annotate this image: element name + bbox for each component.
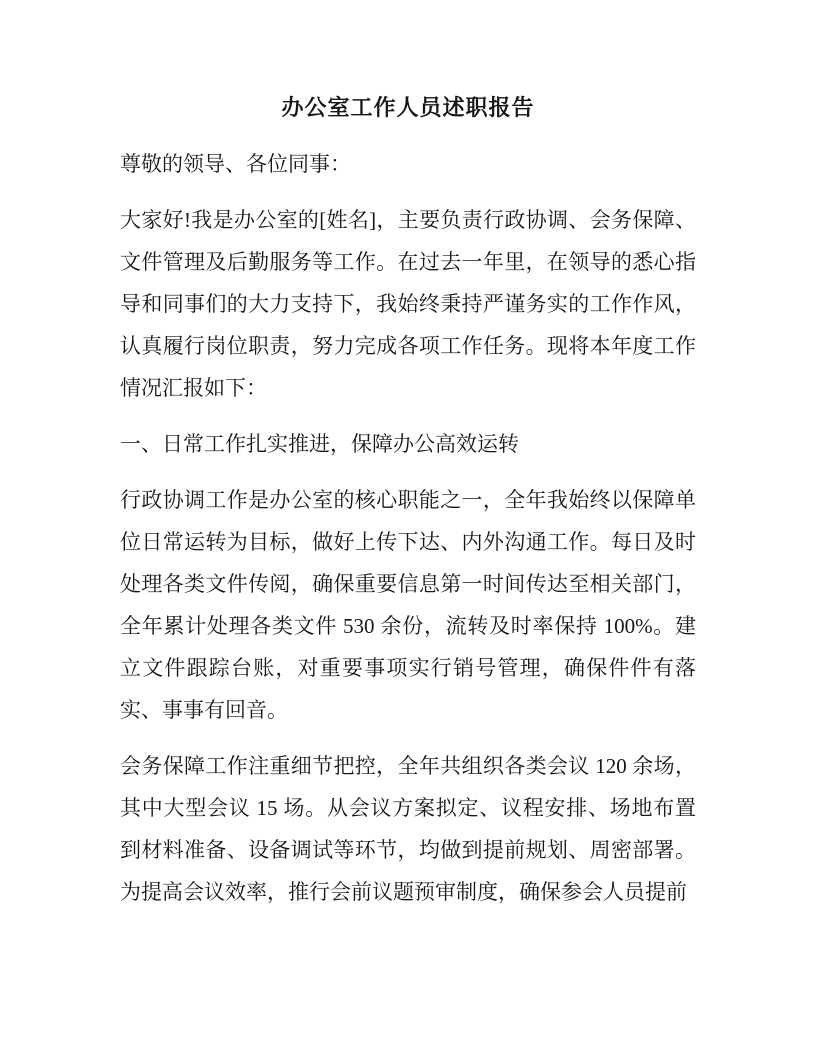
document-title: 办公室工作人员述职报告 — [281, 95, 535, 120]
meeting-support-paragraph: 会务保障工作注重细节把控，全年共组织各类会议 120 余场，其中大型会议 15 场。从会议方案拟定、议程安排、场地布置到材料准备、设备调试等环节，均做到提前规划、周密部署。为提高会议效率，推行会前议题预审制度，确保参会人员提前 — [120, 754, 696, 904]
section-heading: 一、日常工作扎实推进，保障办公高效运转 — [120, 432, 519, 456]
admin-coordination-paragraph: 行政协调工作是办公室的核心职能之一，全年我始终以保障单位日常运转为目标，做好上传下达、内外沟通工作。每日及时处理各类文件传阅，确保重要信息第一时间传达至相关部门，全年累计处理各类文件 530 余份，流转及时率保持 100%。建立文件跟踪台账，对重要事项实行销号管理，确保件件有落实、事事有回音。 — [120, 488, 696, 722]
salutation-line: 尊敬的领导、各位同事： — [120, 152, 351, 176]
intro-paragraph: 大家好!我是办公室的[姓名]，主要负责行政协调、会务保障、文件管理及后勤服务等工作。在过去一年里，在领导的悉心指导和同事们的大力支持下，我始终秉持严谨务实的工作作风，认真履行岗位职责，努力完成各项工作任务。现将本年度工作情况汇报如下： — [120, 208, 696, 400]
